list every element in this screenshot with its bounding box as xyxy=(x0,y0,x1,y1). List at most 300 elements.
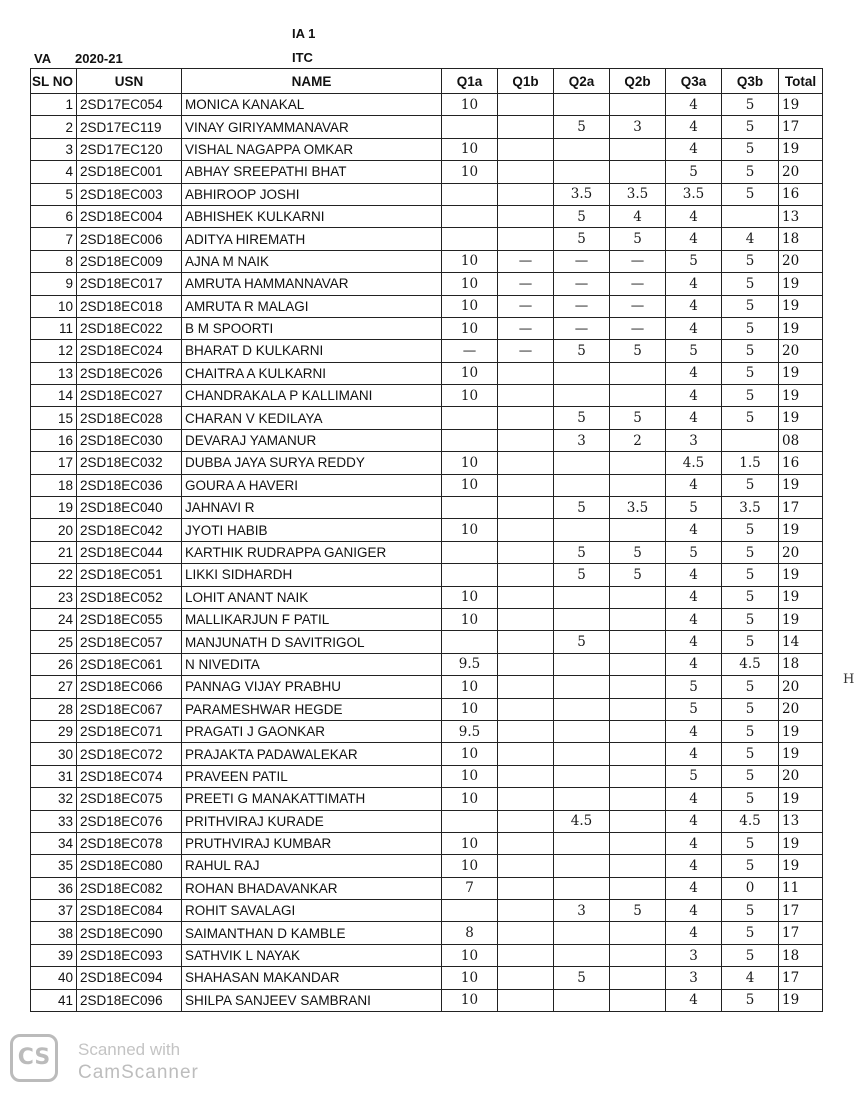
name-cell: LIKKI SIDHARDH xyxy=(182,564,442,586)
q1b-cell xyxy=(498,900,554,922)
q1a-cell xyxy=(442,183,498,205)
usn-cell: 2SD18EC026 xyxy=(77,362,182,384)
sl-cell: 5 xyxy=(31,183,77,205)
q1b-cell xyxy=(498,855,554,877)
q3b-cell: 1.5 xyxy=(722,452,779,474)
usn-cell: 2SD18EC024 xyxy=(77,340,182,362)
q1b-cell xyxy=(498,631,554,653)
table-row xyxy=(31,653,823,675)
q3b-cell: 4 xyxy=(722,228,779,250)
q2b-cell xyxy=(610,474,666,496)
q2a-cell: — xyxy=(554,317,610,339)
q2a-cell: — xyxy=(554,273,610,295)
q1b-cell xyxy=(498,720,554,742)
sl-cell: 29 xyxy=(31,720,77,742)
q3a-cell: 4 xyxy=(666,228,722,250)
name-cell: KARTHIK RUDRAPPA GANIGER xyxy=(182,541,442,563)
q1b-cell: — xyxy=(498,273,554,295)
q3b-cell: 5 xyxy=(722,765,779,787)
q2b-cell xyxy=(610,676,666,698)
q3b-cell: 5 xyxy=(722,676,779,698)
sl-cell: 1 xyxy=(31,94,77,116)
usn-cell: 2SD18EC066 xyxy=(77,676,182,698)
watermark-line-2: CamScanner xyxy=(78,1062,199,1083)
total-cell: 19 xyxy=(779,788,823,810)
name-cell: VINAY GIRIYAMMANAVAR xyxy=(182,116,442,138)
q1b-cell xyxy=(498,810,554,832)
sl-cell: 4 xyxy=(31,161,77,183)
q3a-cell: 4 xyxy=(666,922,722,944)
name-cell: CHANDRAKALA P KALLIMANI xyxy=(182,385,442,407)
table-row xyxy=(31,497,823,519)
table-row xyxy=(31,205,823,227)
name-cell: CHARAN V KEDILAYA xyxy=(182,407,442,429)
q2a-cell xyxy=(554,161,610,183)
q3b-cell: 5 xyxy=(722,743,779,765)
q3b-cell xyxy=(722,429,779,451)
q2a-cell xyxy=(554,653,610,675)
q2b-cell: — xyxy=(610,250,666,272)
total-cell: 20 xyxy=(779,698,823,720)
q1a-cell: 10 xyxy=(442,765,498,787)
q1b-cell xyxy=(498,407,554,429)
q2a-cell xyxy=(554,877,610,899)
table-row xyxy=(31,407,823,429)
q3b-cell: 4 xyxy=(722,967,779,989)
name-cell: AMRUTA HAMMANNAVAR xyxy=(182,273,442,295)
table-row xyxy=(31,855,823,877)
q3a-cell: 5 xyxy=(666,250,722,272)
q1a-cell: 10 xyxy=(442,788,498,810)
usn-cell: 2SD18EC074 xyxy=(77,765,182,787)
q1a-cell xyxy=(442,900,498,922)
q1b-cell xyxy=(498,765,554,787)
q3b-cell: 5 xyxy=(722,608,779,630)
name-cell: ABHAY SREEPATHI BHAT xyxy=(182,161,442,183)
name-cell: AJNA M NAIK xyxy=(182,250,442,272)
name-cell: AMRUTA R MALAGI xyxy=(182,295,442,317)
sl-cell: 28 xyxy=(31,698,77,720)
q2a-cell xyxy=(554,474,610,496)
q1a-cell: 10 xyxy=(442,676,498,698)
usn-cell: 2SD18EC075 xyxy=(77,788,182,810)
total-cell: 19 xyxy=(779,564,823,586)
usn-cell: 2SD18EC017 xyxy=(77,273,182,295)
total-cell: 19 xyxy=(779,474,823,496)
q3b-cell: 5 xyxy=(722,564,779,586)
subject-title: ITC xyxy=(292,50,313,65)
marks-table xyxy=(30,68,823,1012)
q3a-cell: 4 xyxy=(666,989,722,1011)
usn-cell: 2SD18EC072 xyxy=(77,743,182,765)
q1a-cell: 10 xyxy=(442,743,498,765)
sl-cell: 26 xyxy=(31,653,77,675)
q3b-cell: 5 xyxy=(722,922,779,944)
q3b-cell: 5 xyxy=(722,631,779,653)
name-cell: SAIMANTHAN D KAMBLE xyxy=(182,922,442,944)
total-cell: 19 xyxy=(779,407,823,429)
total-cell: 19 xyxy=(779,743,823,765)
q2a-cell xyxy=(554,720,610,742)
sl-cell: 15 xyxy=(31,407,77,429)
q2b-cell xyxy=(610,720,666,742)
usn-cell: 2SD18EC027 xyxy=(77,385,182,407)
q2b-cell xyxy=(610,765,666,787)
sl-cell: 18 xyxy=(31,474,77,496)
usn-cell: 2SD18EC003 xyxy=(77,183,182,205)
q1a-cell xyxy=(442,541,498,563)
q2a-cell xyxy=(554,608,610,630)
sl-cell: 31 xyxy=(31,765,77,787)
usn-cell: 2SD18EC082 xyxy=(77,877,182,899)
total-cell: 19 xyxy=(779,317,823,339)
name-cell: MONICA KANAKAL xyxy=(182,94,442,116)
sl-cell: 33 xyxy=(31,810,77,832)
q1b-cell xyxy=(498,474,554,496)
q1b-cell xyxy=(498,788,554,810)
q2a-cell: 5 xyxy=(554,541,610,563)
q3a-cell: 4 xyxy=(666,855,722,877)
sl-cell: 10 xyxy=(31,295,77,317)
usn-cell: 2SD18EC032 xyxy=(77,452,182,474)
sl-cell: 40 xyxy=(31,967,77,989)
q3b-cell: 5 xyxy=(722,273,779,295)
name-cell: PANNAG VIJAY PRABHU xyxy=(182,676,442,698)
total-cell: 19 xyxy=(779,273,823,295)
col-header-q2a: Q2a xyxy=(554,69,610,94)
q2a-cell xyxy=(554,788,610,810)
q3a-cell: 5 xyxy=(666,340,722,362)
table-row xyxy=(31,989,823,1011)
total-cell: 19 xyxy=(779,385,823,407)
q3b-cell: 5 xyxy=(722,116,779,138)
q2a-cell xyxy=(554,698,610,720)
table-row xyxy=(31,452,823,474)
sl-cell: 19 xyxy=(31,497,77,519)
q3b-cell: 5 xyxy=(722,855,779,877)
sl-cell: 12 xyxy=(31,340,77,362)
q2b-cell xyxy=(610,452,666,474)
table-row xyxy=(31,877,823,899)
q1a-cell: 10 xyxy=(442,967,498,989)
usn-cell: 2SD17EC120 xyxy=(77,138,182,160)
q3a-cell: 5 xyxy=(666,765,722,787)
q3a-cell: 4 xyxy=(666,317,722,339)
sl-cell: 34 xyxy=(31,832,77,854)
name-cell: CHAITRA A KULKARNI xyxy=(182,362,442,384)
total-cell: 13 xyxy=(779,810,823,832)
usn-cell: 2SD18EC022 xyxy=(77,317,182,339)
q1b-cell: — xyxy=(498,317,554,339)
sl-cell: 25 xyxy=(31,631,77,653)
usn-cell: 2SD18EC004 xyxy=(77,205,182,227)
sl-cell: 32 xyxy=(31,788,77,810)
q3a-cell: 4 xyxy=(666,407,722,429)
q2a-cell xyxy=(554,138,610,160)
q1a-cell: 10 xyxy=(442,362,498,384)
sl-cell: 37 xyxy=(31,900,77,922)
q3a-cell: 4 xyxy=(666,564,722,586)
q2a-cell xyxy=(554,832,610,854)
q2a-cell xyxy=(554,519,610,541)
col-header-sl: SL NO xyxy=(31,69,77,94)
q2b-cell: 3.5 xyxy=(610,183,666,205)
table-row xyxy=(31,295,823,317)
q2a-cell: 5 xyxy=(554,631,610,653)
q3b-cell: 5 xyxy=(722,250,779,272)
name-cell: RAHUL RAJ xyxy=(182,855,442,877)
q2a-cell: 5 xyxy=(554,116,610,138)
total-cell: 20 xyxy=(779,676,823,698)
total-cell: 20 xyxy=(779,340,823,362)
usn-cell: 2SD18EC028 xyxy=(77,407,182,429)
q3a-cell: 3.5 xyxy=(666,183,722,205)
q1a-cell: 10 xyxy=(442,474,498,496)
sl-cell: 14 xyxy=(31,385,77,407)
q3b-cell: 5 xyxy=(722,407,779,429)
q2a-cell: 5 xyxy=(554,497,610,519)
table-row xyxy=(31,94,823,116)
q2a-cell xyxy=(554,855,610,877)
q2a-cell: 5 xyxy=(554,407,610,429)
total-cell: 16 xyxy=(779,183,823,205)
q3a-cell: 4 xyxy=(666,631,722,653)
name-cell: ABHISHEK KULKARNI xyxy=(182,205,442,227)
q1b-cell: — xyxy=(498,295,554,317)
table-row xyxy=(31,385,823,407)
q1b-cell xyxy=(498,385,554,407)
q1a-cell xyxy=(442,116,498,138)
q3a-cell: 4 xyxy=(666,295,722,317)
q1b-cell xyxy=(498,944,554,966)
col-header-name: NAME xyxy=(182,69,442,94)
name-cell: N NIVEDITA xyxy=(182,653,442,675)
name-cell: VISHAL NAGAPPA OMKAR xyxy=(182,138,442,160)
q3b-cell: 5 xyxy=(722,317,779,339)
q1b-cell xyxy=(498,183,554,205)
name-cell: MALLIKARJUN F PATIL xyxy=(182,608,442,630)
usn-cell: 2SD18EC030 xyxy=(77,429,182,451)
usn-cell: 2SD18EC093 xyxy=(77,944,182,966)
q3a-cell: 3 xyxy=(666,429,722,451)
usn-cell: 2SD18EC009 xyxy=(77,250,182,272)
q2a-cell: 5 xyxy=(554,967,610,989)
q1b-cell xyxy=(498,116,554,138)
q2b-cell: 5 xyxy=(610,228,666,250)
q2b-cell xyxy=(610,94,666,116)
usn-cell: 2SD17EC119 xyxy=(77,116,182,138)
q3b-cell: 5 xyxy=(722,586,779,608)
q2b-cell: 4 xyxy=(610,205,666,227)
usn-cell: 2SD18EC040 xyxy=(77,497,182,519)
q3a-cell: 4 xyxy=(666,138,722,160)
q3a-cell: 5 xyxy=(666,676,722,698)
name-cell: PRUTHVIRAJ KUMBAR xyxy=(182,832,442,854)
q3b-cell: 5 xyxy=(722,698,779,720)
q3a-cell: 4 xyxy=(666,608,722,630)
col-header-usn: USN xyxy=(77,69,182,94)
q3b-cell: 5 xyxy=(722,295,779,317)
usn-cell: 2SD18EC001 xyxy=(77,161,182,183)
q3b-cell: 5 xyxy=(722,474,779,496)
name-cell: ABHIROOP JOSHI xyxy=(182,183,442,205)
q2a-cell: 5 xyxy=(554,228,610,250)
usn-cell: 2SD18EC044 xyxy=(77,541,182,563)
header-row xyxy=(31,69,823,94)
q3b-cell: 5 xyxy=(722,989,779,1011)
q1b-cell xyxy=(498,161,554,183)
q2b-cell xyxy=(610,989,666,1011)
q2a-cell xyxy=(554,743,610,765)
sl-cell: 21 xyxy=(31,541,77,563)
table-row xyxy=(31,810,823,832)
q3a-cell: 4 xyxy=(666,720,722,742)
q3b-cell: 5 xyxy=(722,788,779,810)
q3b-cell: 3.5 xyxy=(722,497,779,519)
usn-cell: 2SD18EC042 xyxy=(77,519,182,541)
q3b-cell: 4.5 xyxy=(722,653,779,675)
q1a-cell: 10 xyxy=(442,855,498,877)
total-cell: 13 xyxy=(779,205,823,227)
total-cell: 18 xyxy=(779,944,823,966)
table-row xyxy=(31,429,823,451)
name-cell: SHAHASAN MAKANDAR xyxy=(182,967,442,989)
q1a-cell xyxy=(442,407,498,429)
q2a-cell: 5 xyxy=(554,340,610,362)
name-cell: ADITYA HIREMATH xyxy=(182,228,442,250)
q2b-cell xyxy=(610,832,666,854)
total-cell: 17 xyxy=(779,116,823,138)
q3a-cell: 4 xyxy=(666,273,722,295)
q3a-cell: 4 xyxy=(666,743,722,765)
q3b-cell: 5 xyxy=(722,362,779,384)
total-cell: 19 xyxy=(779,989,823,1011)
q3a-cell: 4.5 xyxy=(666,452,722,474)
name-cell: JYOTI HABIB xyxy=(182,519,442,541)
q1a-cell xyxy=(442,228,498,250)
q2b-cell xyxy=(610,362,666,384)
name-cell: PRAVEEN PATIL xyxy=(182,765,442,787)
q1b-cell xyxy=(498,362,554,384)
name-cell: PRITHVIRAJ KURADE xyxy=(182,810,442,832)
q2a-cell: 3.5 xyxy=(554,183,610,205)
q3a-cell: 4 xyxy=(666,586,722,608)
total-cell: 20 xyxy=(779,541,823,563)
q3a-cell: 4 xyxy=(666,474,722,496)
q2a-cell: 3 xyxy=(554,429,610,451)
name-cell: ROHAN BHADAVANKAR xyxy=(182,877,442,899)
q3b-cell: 5 xyxy=(722,900,779,922)
total-cell: 17 xyxy=(779,922,823,944)
sl-cell: 38 xyxy=(31,922,77,944)
q1a-cell: — xyxy=(442,340,498,362)
name-cell: PREETI G MANAKATTIMATH xyxy=(182,788,442,810)
q2b-cell xyxy=(610,855,666,877)
q2b-cell: 5 xyxy=(610,541,666,563)
table-row xyxy=(31,250,823,272)
q1b-cell xyxy=(498,519,554,541)
q2a-cell: 3 xyxy=(554,900,610,922)
q3b-cell: 5 xyxy=(722,720,779,742)
usn-cell: 2SD18EC080 xyxy=(77,855,182,877)
table-row xyxy=(31,788,823,810)
total-cell: 18 xyxy=(779,228,823,250)
q2b-cell: — xyxy=(610,295,666,317)
q1b-cell xyxy=(498,429,554,451)
q1a-cell: 10 xyxy=(442,317,498,339)
q1a-cell xyxy=(442,205,498,227)
sl-cell: 23 xyxy=(31,586,77,608)
sl-cell: 39 xyxy=(31,944,77,966)
usn-cell: 2SD18EC076 xyxy=(77,810,182,832)
table-row xyxy=(31,586,823,608)
sl-cell: 30 xyxy=(31,743,77,765)
table-row xyxy=(31,944,823,966)
sl-cell: 17 xyxy=(31,452,77,474)
q3b-cell: 0 xyxy=(722,877,779,899)
q3b-cell: 5 xyxy=(722,541,779,563)
q3a-cell: 3 xyxy=(666,944,722,966)
usn-cell: 2SD17EC054 xyxy=(77,94,182,116)
name-cell: BHARAT D KULKARNI xyxy=(182,340,442,362)
q1b-cell xyxy=(498,832,554,854)
q2b-cell xyxy=(610,653,666,675)
table-row xyxy=(31,765,823,787)
total-cell: 16 xyxy=(779,452,823,474)
q2b-cell xyxy=(610,586,666,608)
total-cell: 19 xyxy=(779,362,823,384)
total-cell: 18 xyxy=(779,653,823,675)
academic-year: 2020-21 xyxy=(75,51,123,66)
q2a-cell xyxy=(554,385,610,407)
sl-cell: 22 xyxy=(31,564,77,586)
q2b-cell xyxy=(610,967,666,989)
q2b-cell xyxy=(610,631,666,653)
table-row xyxy=(31,743,823,765)
usn-cell: 2SD18EC090 xyxy=(77,922,182,944)
q2b-cell xyxy=(610,743,666,765)
q2a-cell: 4.5 xyxy=(554,810,610,832)
q3a-cell: 4 xyxy=(666,362,722,384)
q3a-cell: 4 xyxy=(666,94,722,116)
sl-cell: 11 xyxy=(31,317,77,339)
table-row xyxy=(31,564,823,586)
col-header-q1b: Q1b xyxy=(498,69,554,94)
col-header-q1a: Q1a xyxy=(442,69,498,94)
q3b-cell: 5 xyxy=(722,832,779,854)
q2b-cell xyxy=(610,608,666,630)
usn-cell: 2SD18EC067 xyxy=(77,698,182,720)
q1a-cell: 10 xyxy=(442,161,498,183)
q1a-cell xyxy=(442,429,498,451)
q1a-cell: 9.5 xyxy=(442,720,498,742)
name-cell: SATHVIK L NAYAK xyxy=(182,944,442,966)
q1b-cell xyxy=(498,653,554,675)
usn-cell: 2SD18EC078 xyxy=(77,832,182,854)
q2a-cell xyxy=(554,765,610,787)
q1b-cell xyxy=(498,228,554,250)
name-cell: DEVARAJ YAMANUR xyxy=(182,429,442,451)
usn-cell: 2SD18EC061 xyxy=(77,653,182,675)
table-row xyxy=(31,967,823,989)
name-cell: B M SPOORTI xyxy=(182,317,442,339)
table-row xyxy=(31,183,823,205)
q3b-cell: 5 xyxy=(722,138,779,160)
total-cell: 20 xyxy=(779,250,823,272)
q1a-cell: 10 xyxy=(442,989,498,1011)
usn-cell: 2SD18EC006 xyxy=(77,228,182,250)
q3b-cell: 5 xyxy=(722,94,779,116)
